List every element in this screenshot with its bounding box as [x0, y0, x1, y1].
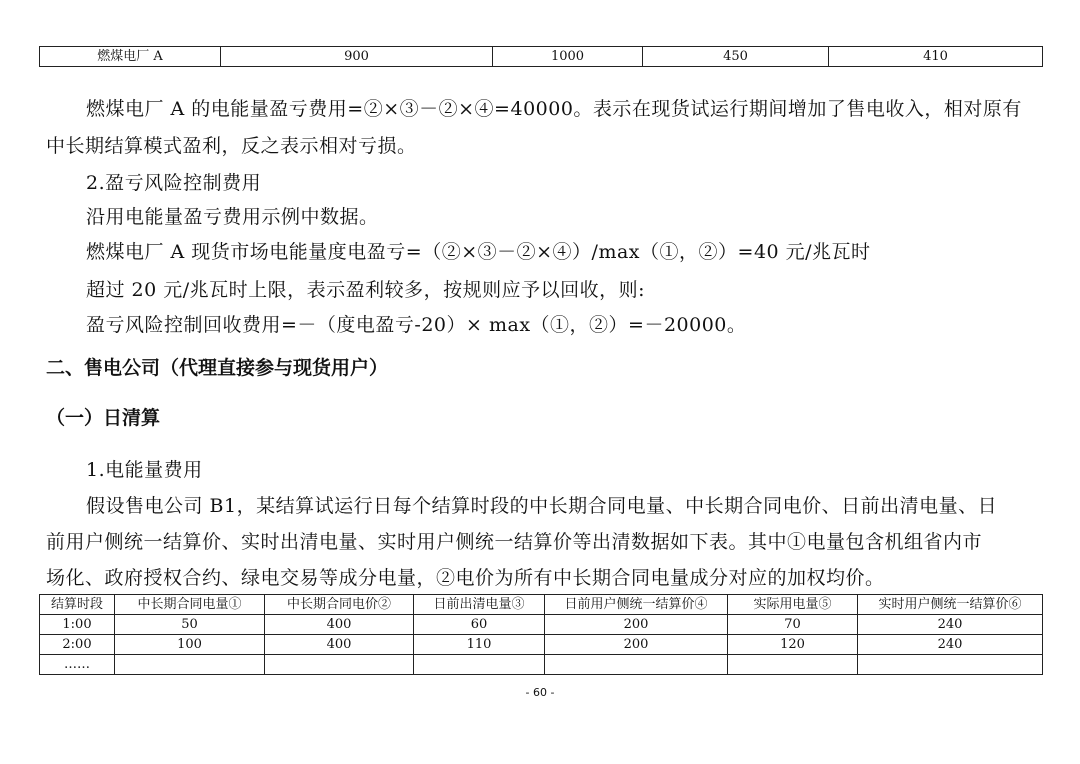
table-cell: 60	[414, 615, 545, 635]
table-cell: 120	[728, 635, 858, 655]
section-heading: 二、售电公司（代理直接参与现货用户）	[46, 357, 389, 379]
table-cell: 400	[265, 635, 414, 655]
table-header-cell: 中长期合同电价②	[265, 595, 414, 615]
table-cell	[858, 655, 1043, 675]
paragraph: 燃煤电厂 A 的电能量盈亏费用=②×③－②×④=40000。表示在现货试运行期间增加了售电收入，相对原有	[86, 98, 1022, 120]
table-cell: 100	[115, 635, 265, 655]
paragraph: 前用户侧统一结算价、实时出清电量、实时用户侧统一结算价等出清数据如下表。其中①电量包含机组省内市	[46, 531, 983, 553]
paragraph: 燃煤电厂 A 现货市场电能量度电盈亏=（②×③－②×④）/max（①，②）=40 元/兆瓦时	[86, 241, 871, 263]
table-cell: 900	[221, 47, 493, 67]
table-cell	[414, 655, 545, 675]
table-cell: 200	[545, 635, 728, 655]
table-header-cell: 日前用户侧统一结算价④	[545, 595, 728, 615]
paragraph: 2.盈亏风险控制费用	[86, 172, 262, 194]
table-cell: 50	[115, 615, 265, 635]
table-cell: 410	[829, 47, 1043, 67]
table-cell: 400	[265, 615, 414, 635]
table-cell: 1000	[493, 47, 643, 67]
table-cell: 240	[858, 635, 1043, 655]
page-number: - 60 -	[525, 686, 555, 699]
table-cell	[115, 655, 265, 675]
table-cell	[545, 655, 728, 675]
paragraph: 假设售电公司 B1，某结算试运行日每个结算时段的中长期合同电量、中长期合同电价、日前出清电量、日	[86, 495, 998, 517]
paragraph: 中长期结算模式盈利，反之表示相对亏损。	[46, 135, 417, 157]
table-cell	[728, 655, 858, 675]
paragraph: 1.电能量费用	[86, 459, 203, 481]
paragraph: 场化、政府授权合约、绿电交易等成分电量，②电价为所有中长期合同电量成分对应的加权均价。	[46, 567, 885, 589]
table-header-row	[40, 595, 1043, 615]
settlement-table	[39, 594, 1043, 675]
table-cell: 200	[545, 615, 728, 635]
table-cell	[265, 655, 414, 675]
table-cell: 70	[728, 615, 858, 635]
table-row	[40, 615, 1043, 635]
table-row	[40, 47, 1043, 67]
table-cell: 2:00	[40, 635, 115, 655]
table-header-cell: 实际用电量⑤	[728, 595, 858, 615]
table-cell: 1:00	[40, 615, 115, 635]
table-header-cell: 日前出清电量③	[414, 595, 545, 615]
paragraph: 超过 20 元/兆瓦时上限，表示盈利较多，按规则应予以回收，则:	[86, 279, 646, 301]
table-cell: 燃煤电厂 A	[40, 47, 221, 67]
table-cell: 450	[643, 47, 829, 67]
table-header-cell: 实时用户侧统一结算价⑥	[858, 595, 1043, 615]
table-row	[40, 655, 1043, 675]
table-cell: 240	[858, 615, 1043, 635]
table-row	[40, 635, 1043, 655]
top-table	[39, 46, 1043, 67]
table-cell: ……	[40, 655, 115, 675]
subsection-heading: （一）日清算	[46, 407, 161, 429]
table-cell: 110	[414, 635, 545, 655]
paragraph: 盈亏风险控制回收费用=－（度电盈亏-20）× max（①，②）=－20000。	[86, 314, 747, 336]
table-header-cell: 结算时段	[40, 595, 115, 615]
paragraph: 沿用电能量盈亏费用示例中数据。	[86, 206, 379, 228]
table-header-cell: 中长期合同电量①	[115, 595, 265, 615]
